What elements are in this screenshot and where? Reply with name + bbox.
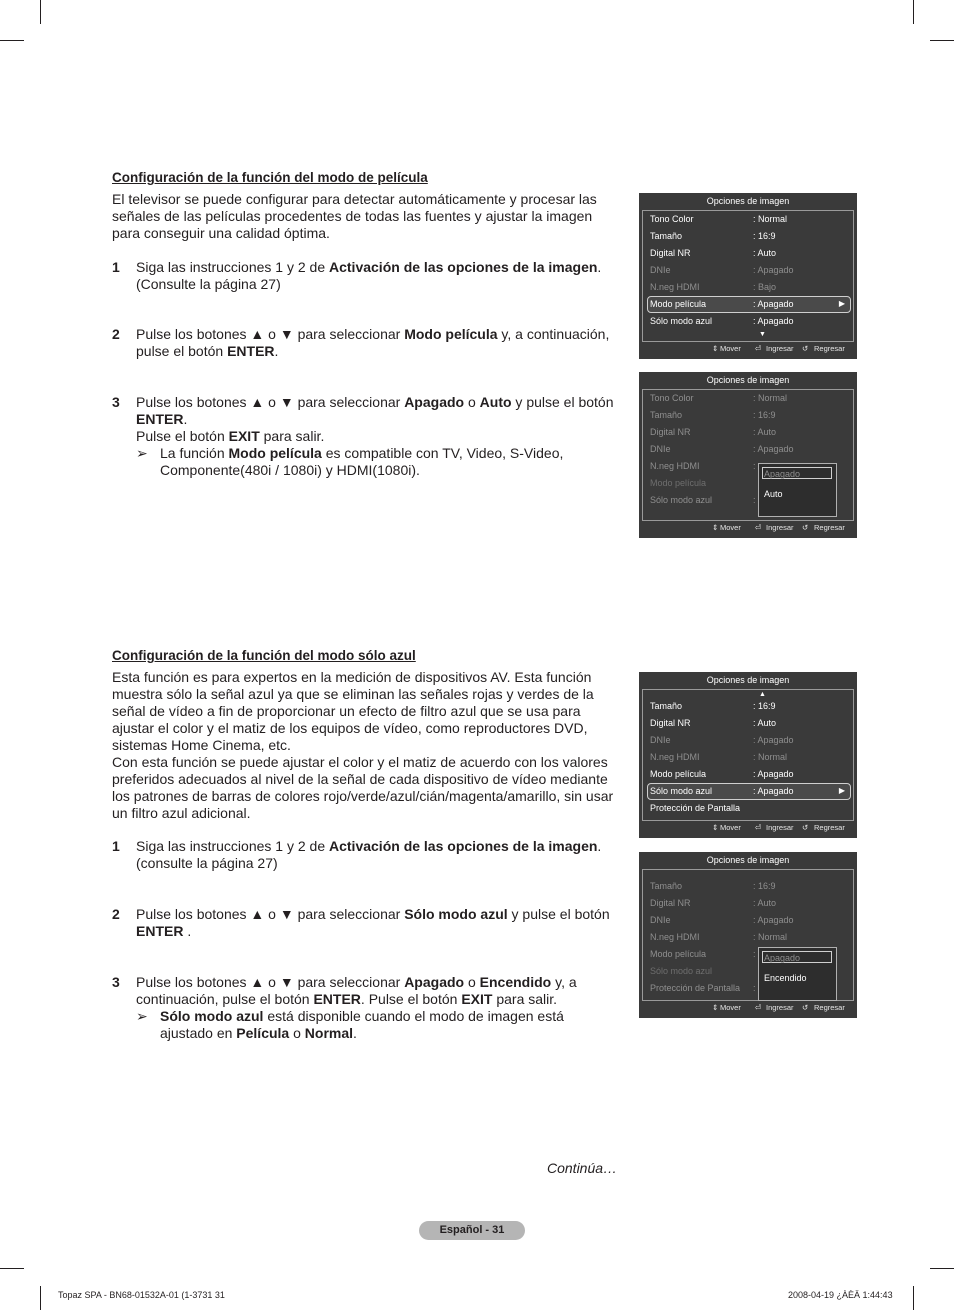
osd-row bbox=[643, 732, 853, 749]
osd-row bbox=[643, 407, 853, 424]
osd-footer bbox=[639, 344, 857, 356]
note-text: es compatible con TV, Video, S-Video, Componente(480i / 1080i) y HDMI(1080i). bbox=[160, 445, 564, 478]
step-bold: Activación de las opciones de la imagen bbox=[329, 838, 598, 854]
osd-row-label: Modo película bbox=[650, 769, 707, 779]
osd-row-value: : Normal bbox=[753, 932, 788, 942]
step-bold: Auto bbox=[479, 394, 512, 410]
osd-row-value: : bbox=[753, 461, 756, 471]
osd-row[interactable] bbox=[643, 313, 853, 330]
osd-menu-2 bbox=[639, 372, 857, 538]
step-bold: Activación de las opciones de la imagen bbox=[329, 259, 598, 275]
osd-row[interactable] bbox=[643, 715, 853, 732]
osd-row-value: : Apagado bbox=[753, 299, 794, 309]
step-number: 1 bbox=[112, 838, 120, 854]
enter-icon: ⏎ bbox=[755, 823, 762, 832]
osd-menu-4 bbox=[639, 852, 857, 1018]
osd-row-label: Digital NR bbox=[650, 248, 691, 258]
osd-row-label: Digital NR bbox=[650, 898, 691, 908]
osd-row-value: : bbox=[753, 983, 756, 993]
osd-title: Opciones de imagen bbox=[706, 196, 790, 206]
note-bold: Película bbox=[236, 1025, 290, 1041]
note-arrow-icon: ➢ bbox=[136, 445, 148, 461]
crop-mark bbox=[0, 40, 24, 41]
osd-row bbox=[643, 878, 853, 895]
osd-row-value: : Apagado bbox=[753, 786, 794, 796]
updown-icon: ⇕ bbox=[712, 344, 719, 353]
step-text: Pulse el botón bbox=[136, 428, 229, 444]
osd-title: Opciones de imagen bbox=[706, 855, 790, 865]
section2-step3 bbox=[112, 974, 620, 1042]
step-text: Pulse los botones ▲ o ▼ para seleccionar bbox=[136, 974, 405, 990]
note bbox=[136, 445, 620, 479]
step-text: . (consulte la página 27) bbox=[136, 838, 602, 871]
osd-row-value: : Apagado bbox=[753, 769, 794, 779]
popup-option[interactable]: Auto bbox=[764, 489, 783, 499]
osd-row-label: Protección de Pantalla bbox=[650, 983, 741, 993]
right-arrow-icon: ▶ bbox=[838, 786, 845, 795]
osd-panel bbox=[642, 689, 854, 821]
step-bold: EXIT bbox=[228, 428, 260, 444]
step-text: para salir. bbox=[259, 428, 325, 444]
note bbox=[136, 1008, 620, 1042]
osd-row-label: N.neg HDMI bbox=[650, 282, 700, 292]
osd-row bbox=[643, 929, 853, 946]
osd-row[interactable] bbox=[643, 766, 853, 783]
osd-row-value: : Apagado bbox=[753, 444, 794, 454]
osd-row-label: DNIe bbox=[650, 265, 671, 275]
osd-row bbox=[643, 262, 853, 279]
step-text: . Pulse el botón bbox=[360, 991, 462, 1007]
osd-row-label: Sólo modo azul bbox=[650, 495, 713, 505]
step-text: . bbox=[183, 923, 192, 939]
osd-title: Opciones de imagen bbox=[706, 675, 790, 685]
osd-row-label: Tamaño bbox=[650, 231, 683, 241]
osd-row-label: Modo película bbox=[650, 299, 707, 309]
osd-panel bbox=[642, 869, 854, 1001]
step-text: o bbox=[464, 394, 480, 410]
osd-row bbox=[643, 279, 853, 296]
footer-regresar: Regresar bbox=[814, 1003, 845, 1012]
step-bold: Encendido bbox=[479, 974, 552, 990]
crop-mark bbox=[0, 1268, 24, 1269]
crop-mark bbox=[930, 40, 954, 41]
crop-mark bbox=[913, 1286, 914, 1310]
osd-row-value: : Normal bbox=[753, 393, 788, 403]
osd-row-value: : Apagado bbox=[753, 915, 794, 925]
section2-heading: Configuración de la función del modo sólo azul bbox=[112, 648, 416, 663]
osd-row-label: Tamaño bbox=[650, 701, 683, 711]
option-popup bbox=[758, 463, 837, 517]
crop-mark bbox=[40, 1286, 41, 1310]
crop-mark bbox=[40, 0, 41, 24]
print-footer-right: 2008-04-19 ¿ÀÈÄ 1:44:43 bbox=[788, 1290, 893, 1300]
step-text: y pulse el botón bbox=[507, 906, 610, 922]
step-number: 2 bbox=[112, 326, 120, 342]
crop-mark bbox=[930, 1268, 954, 1269]
section2-step2 bbox=[112, 906, 620, 940]
up-arrow-icon: ▲ bbox=[759, 691, 766, 698]
step-text: para salir. bbox=[492, 991, 558, 1007]
step-number: 3 bbox=[112, 394, 120, 410]
section1-heading: Configuración de la función del modo de película bbox=[112, 170, 428, 185]
step-text: y pulse el botón bbox=[511, 394, 614, 410]
osd-row-value: : Auto bbox=[753, 248, 777, 258]
section2-intro2: Con esta función se puede ajustar el color y el matiz de acuerdo con los valores preferidos adecuados al nivel de la señal de cada dispositivo de vídeo mediante los patrones de barras de colores rojo/verde/azul/cián/magenta/amarillo, sin usar un filtro azul adicional. bbox=[112, 754, 614, 821]
popup-option-selected[interactable]: Apagado bbox=[762, 467, 832, 479]
osd-row-value: : Auto bbox=[753, 898, 777, 908]
print-footer-left: Topaz SPA - BN68-01532A-01 (1-3731 31 bbox=[58, 1290, 225, 1300]
updown-icon: ⇕ bbox=[712, 1003, 719, 1012]
osd-row-selected[interactable] bbox=[643, 296, 853, 313]
note-text: o bbox=[289, 1025, 305, 1041]
return-icon: ↺ bbox=[802, 523, 809, 532]
step-bold: EXIT bbox=[461, 991, 493, 1007]
osd-row-label: Tono Color bbox=[650, 393, 694, 403]
footer-mover: Mover bbox=[720, 823, 741, 832]
osd-panel bbox=[642, 210, 854, 342]
osd-menu-3 bbox=[639, 672, 857, 838]
osd-row-value: : Apagado bbox=[753, 735, 794, 745]
return-icon: ↺ bbox=[802, 1003, 809, 1012]
note-arrow-icon: ➢ bbox=[136, 1008, 148, 1024]
footer-ingresar: Ingresar bbox=[766, 1003, 794, 1012]
osd-row-value: : bbox=[753, 495, 756, 505]
section2-step1 bbox=[112, 838, 620, 872]
footer-regresar: Regresar bbox=[814, 523, 845, 532]
osd-row-label: Sólo modo azul bbox=[650, 316, 713, 326]
osd-title: Opciones de imagen bbox=[706, 375, 790, 385]
step-number: 2 bbox=[112, 906, 120, 922]
osd-row bbox=[643, 895, 853, 912]
step-number: 1 bbox=[112, 259, 120, 275]
osd-footer bbox=[639, 1003, 857, 1015]
osd-row[interactable] bbox=[643, 228, 853, 245]
osd-row-label: DNIe bbox=[650, 735, 671, 745]
osd-footer bbox=[639, 823, 857, 835]
section1-step3 bbox=[112, 394, 620, 479]
step-text: Siga las instrucciones 1 y 2 de bbox=[136, 838, 329, 854]
popup-option-selected[interactable]: Apagado bbox=[762, 951, 832, 963]
osd-row-value: : 16:9 bbox=[753, 881, 776, 891]
step-text: Pulse los botones ▲ o ▼ para seleccionar bbox=[136, 326, 405, 342]
footer-mover: Mover bbox=[720, 1003, 741, 1012]
osd-row bbox=[643, 390, 853, 407]
osd-row-label: Digital NR bbox=[650, 427, 691, 437]
note-bold: Sólo modo azul bbox=[160, 1008, 264, 1024]
footer-mover: Mover bbox=[720, 523, 741, 532]
enter-icon: ⏎ bbox=[755, 1003, 762, 1012]
section1-step1 bbox=[112, 259, 620, 293]
osd-row[interactable] bbox=[643, 245, 853, 262]
step-bold: Sólo modo azul bbox=[404, 906, 508, 922]
osd-row-label: Modo película bbox=[650, 478, 707, 488]
footer-regresar: Regresar bbox=[814, 344, 845, 353]
osd-footer bbox=[639, 523, 857, 535]
osd-row-label: DNIe bbox=[650, 915, 671, 925]
osd-row-label: Tono Color bbox=[650, 214, 694, 224]
popup-option[interactable]: Encendido bbox=[764, 973, 807, 983]
step-text: . (Consulte la página 27) bbox=[136, 259, 602, 292]
osd-row-value: : Bajo bbox=[753, 282, 777, 292]
step-bold: ENTER bbox=[136, 411, 184, 427]
section2-intro1: Esta función es para expertos en la medición de dispositivos AV. Esta función muestra sólo la señal azul ya que se eliminan las señales rojas y verdes de la señal de vídeo a fin de proporcionar un efecto de filtro azul que se usa para ajustar el color y el matiz de los equipos de vídeo, como reproductores DVD, sistemas Home Cinema, etc. bbox=[112, 669, 594, 753]
osd-row-value: : Apagado bbox=[753, 265, 794, 275]
step-text: y, a continuación, pulse el botón bbox=[136, 326, 610, 359]
step-text: . bbox=[183, 411, 188, 427]
osd-row-label: N.neg HDMI bbox=[650, 752, 700, 762]
osd-row[interactable] bbox=[643, 698, 853, 715]
step-bold: Apagado bbox=[404, 394, 465, 410]
note-bold: Normal bbox=[304, 1025, 354, 1041]
step-text: . bbox=[274, 343, 279, 359]
step-text: Siga las instrucciones 1 y 2 de bbox=[136, 259, 329, 275]
osd-row-label: Sólo modo azul bbox=[650, 966, 713, 976]
step-bold: ENTER bbox=[136, 923, 184, 939]
note-text: . bbox=[353, 1025, 357, 1041]
osd-row bbox=[643, 912, 853, 929]
footer-ingresar: Ingresar bbox=[766, 823, 794, 832]
osd-row-label: Digital NR bbox=[650, 718, 691, 728]
note-bold: Modo película bbox=[228, 445, 322, 461]
osd-row-label: N.neg HDMI bbox=[650, 461, 700, 471]
osd-row-value: : 16:9 bbox=[753, 410, 776, 420]
osd-row bbox=[643, 441, 853, 458]
osd-row-value: : Normal bbox=[753, 752, 788, 762]
continua-label: Continúa… bbox=[547, 1160, 618, 1176]
option-popup bbox=[758, 947, 837, 1001]
osd-row-label: Modo película bbox=[650, 949, 707, 959]
osd-row-value: : Auto bbox=[753, 718, 777, 728]
return-icon: ↺ bbox=[802, 823, 809, 832]
step-text: Pulse los botones ▲ o ▼ para seleccionar bbox=[136, 906, 405, 922]
osd-row bbox=[643, 424, 853, 441]
footer-ingresar: Ingresar bbox=[766, 523, 794, 532]
osd-panel bbox=[642, 389, 854, 521]
page-number-badge: Español - 31 bbox=[419, 1221, 525, 1240]
osd-row-selected[interactable] bbox=[643, 783, 853, 800]
enter-icon: ⏎ bbox=[755, 523, 762, 532]
footer-ingresar: Ingresar bbox=[766, 344, 794, 353]
osd-row-label: Protección de Pantalla bbox=[650, 803, 741, 813]
osd-row-value: : bbox=[753, 949, 756, 959]
osd-row-label: Tamaño bbox=[650, 410, 683, 420]
osd-row-label: DNIe bbox=[650, 444, 671, 454]
step-bold: ENTER bbox=[227, 343, 275, 359]
footer-regresar: Regresar bbox=[814, 823, 845, 832]
section1-intro: El televisor se puede configurar para detectar automáticamente y procesar las señales de las películas procedentes de todas las fuentes y ajustar la imagen para conseguir una calidad óptima. bbox=[112, 191, 597, 241]
osd-row-value: : Apagado bbox=[753, 316, 794, 326]
step-bold: Modo película bbox=[404, 326, 498, 342]
step-text: y, a continuación, pulse el botón bbox=[136, 974, 577, 1007]
osd-row[interactable] bbox=[643, 800, 853, 817]
note-text: está disponible cuando el modo de imagen está ajustado en bbox=[160, 1008, 564, 1041]
step-number: 3 bbox=[112, 974, 120, 990]
step-text: Pulse los botones ▲ o ▼ para seleccionar bbox=[136, 394, 405, 410]
osd-row-value: : 16:9 bbox=[753, 231, 776, 241]
footer-mover: Mover bbox=[720, 344, 741, 353]
osd-row-label: Tamaño bbox=[650, 881, 683, 891]
section1-step2 bbox=[112, 326, 620, 360]
step-bold: Apagado bbox=[404, 974, 465, 990]
updown-icon: ⇕ bbox=[712, 523, 719, 532]
osd-row-value: : Auto bbox=[753, 427, 777, 437]
osd-row-label: N.neg HDMI bbox=[650, 932, 700, 942]
updown-icon: ⇕ bbox=[712, 823, 719, 832]
osd-row bbox=[643, 749, 853, 766]
right-arrow-icon: ▶ bbox=[838, 299, 845, 308]
step-bold: ENTER bbox=[313, 991, 361, 1007]
step-text: o bbox=[464, 974, 480, 990]
down-arrow-icon: ▼ bbox=[759, 331, 766, 338]
osd-menu-1 bbox=[639, 193, 857, 359]
osd-row[interactable] bbox=[643, 211, 853, 228]
osd-row-label: Sólo modo azul bbox=[650, 786, 713, 796]
return-icon: ↺ bbox=[802, 344, 809, 353]
crop-mark bbox=[913, 0, 914, 24]
osd-row-value: : Normal bbox=[753, 214, 788, 224]
osd-row-value: : 16:9 bbox=[753, 701, 776, 711]
note-text: La función bbox=[160, 445, 229, 461]
enter-icon: ⏎ bbox=[755, 344, 762, 353]
